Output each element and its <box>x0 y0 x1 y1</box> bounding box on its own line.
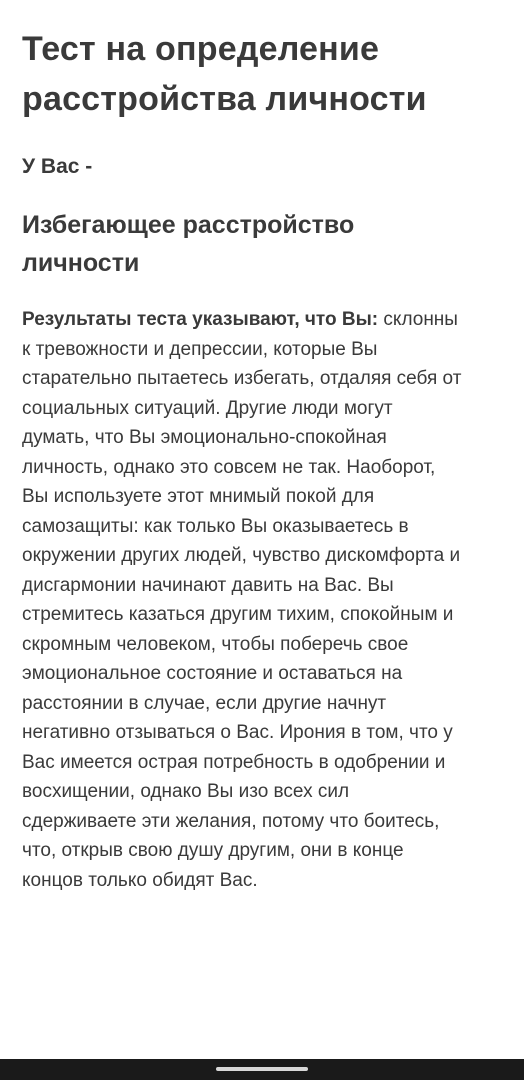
you-have-label: У Вас - <box>22 155 93 178</box>
home-gesture-handle[interactable] <box>216 1067 308 1071</box>
result-body: склонны к тревожности и депрессии, которые Вы старательно пытаетесь избегать, отдаляя себя от социальных ситуаций. Другие люди могут думать, что Вы эмоционально-спокойная личность, однако это совсем не так. Наоборот, Вы используете этот мнимый покой для самозащиты: как только Вы оказываетесь в окружении других людей, чувство дискомфорта и дисгармонии начинают давить на Вас. Вы стремитесь казаться другим тихим, спокойным и скромным человеком, чтобы поберечь свое эмоциональное состояние и оставаться на расстоянии в случае, если другие начнут негативно отзываться о Вас. Ирония в том, что у Вас имеется острая потребность в одобрении и восхищении, однако Вы изо всех сил сдерживаете эти желания, потому что боитесь, что, открыв свою душу другим, они в конце концов только обидят Вас. <box>22 309 462 891</box>
diagnosis-heading: Избегающее расстройство личности <box>22 211 355 277</box>
result-content <box>22 0 462 895</box>
result-intro: Результаты теста указывают, что Вы: <box>22 309 379 330</box>
system-navigation-bar <box>0 1059 524 1080</box>
result-paragraph <box>22 305 462 895</box>
page-title: Тест на определение расстройства личности <box>22 30 427 118</box>
